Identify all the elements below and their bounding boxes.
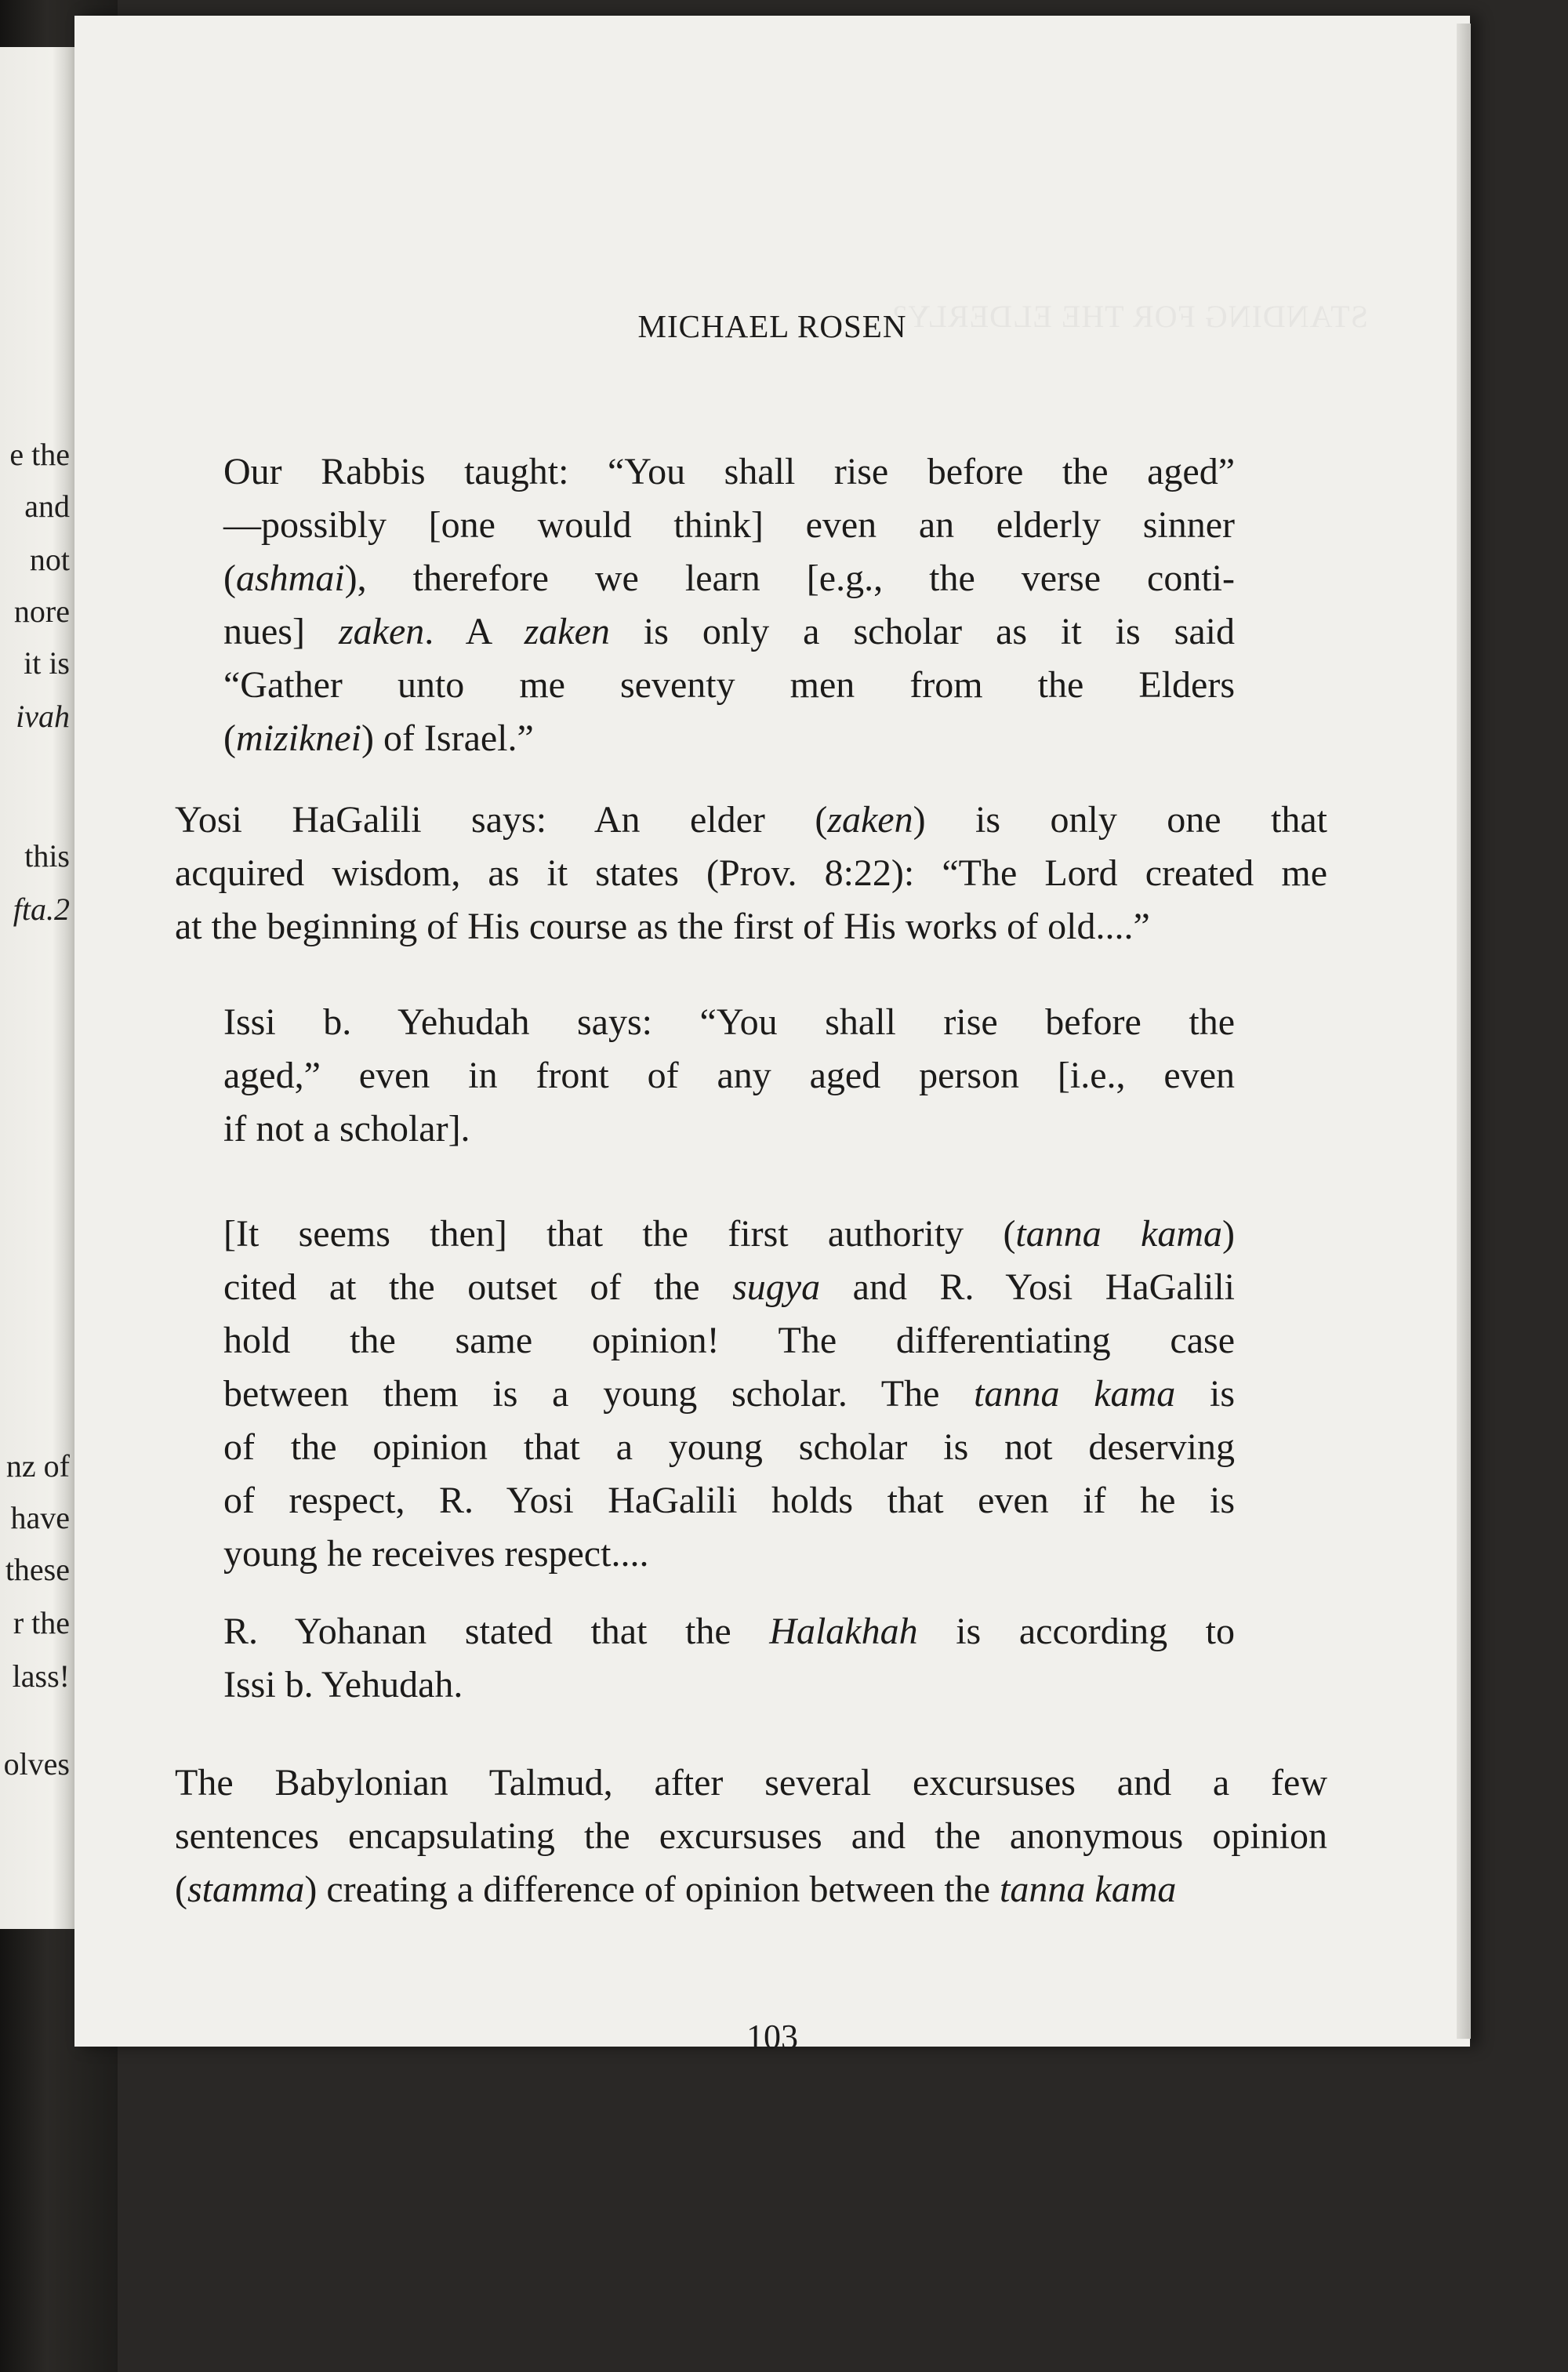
text-line: —possibly [one would think] even an elderly sinner (223, 504, 1235, 546)
running-header: MICHAEL ROSEN (637, 308, 907, 344)
paragraph (223, 1605, 1235, 1712)
text-line: The Babylonian Talmud, after several excursuses and a few (175, 1762, 1327, 1804)
paragraph (175, 1756, 1327, 1916)
paragraph (223, 1208, 1235, 1581)
text-line: Yosi HaGalili says: An elder (zaken) is only one that (175, 799, 1327, 841)
text-line: aged,” even in front of any aged person [i.e., even (223, 1055, 1235, 1096)
text-line: Issi b. Yehudah says: “You shall rise before the (223, 1001, 1235, 1043)
text-line: “Gather unto me seventy men from the Elders (223, 664, 1235, 706)
left-page-fragment: have (10, 1500, 70, 1535)
paragraph (175, 794, 1327, 954)
text-line: of respect, R. Yosi HaGalili holds that even if he is (223, 1480, 1235, 1521)
text-line: sentences encapsulating the excursuses and the anonymous opinion (175, 1815, 1327, 1857)
left-page-fragment: and (24, 489, 70, 524)
left-page-fragment: r the (13, 1605, 70, 1640)
text-line: (miziknei) of Israel.” (223, 717, 534, 759)
text-line: between them is a young scholar. The tanna kama is (223, 1373, 1235, 1415)
left-page-margin (0, 47, 74, 1929)
text-line: of the opinion that a young scholar is not deserving (223, 1426, 1235, 1468)
left-page-fragment: ivah (16, 699, 70, 734)
page-number: 103 (746, 2018, 798, 2056)
left-page-fragment: nz of (5, 1448, 70, 1484)
left-page-fragment: it is (24, 645, 70, 681)
text-line: if not a scholar]. (223, 1108, 470, 1150)
left-page-fragment: fta.2 (13, 892, 70, 927)
left-page-fragment: not (29, 542, 70, 577)
text-line: hold the same opinion! The differentiating case (223, 1320, 1235, 1361)
left-page-fragment: these (5, 1552, 70, 1587)
text-line: R. Yohanan stated that the Halakhah is according to (223, 1611, 1235, 1652)
text-line: nues] zaken. A zaken is only a scholar as it is said (223, 611, 1236, 652)
left-page-fragment: this (24, 838, 70, 874)
page-edge (1457, 24, 1471, 2039)
text-line: (stamma) creating a difference of opinion between the tanna kama (175, 1869, 1177, 1910)
paragraph (223, 445, 1235, 765)
show-through-text: STANDING FOR THE ELDERLY? (891, 299, 1368, 334)
paragraph (223, 996, 1235, 1156)
right-page (74, 16, 1470, 2056)
text-line: Issi b. Yehudah. (223, 1664, 463, 1705)
text-line: [It seems then] that the first authority (tanna kama) (223, 1213, 1235, 1255)
text-line: acquired wisdom, as it states (Prov. 8:22): “The Lord created me (175, 852, 1327, 894)
text-line: cited at the outset of the sugya and R. Yosi HaGalili (223, 1266, 1235, 1308)
left-page-fragment: lass! (12, 1658, 70, 1694)
text-line: young he receives respect.... (223, 1533, 649, 1575)
left-page-fragment: nore (13, 594, 70, 629)
text-line: Our Rabbis taught: “You shall rise before the aged” (223, 451, 1235, 492)
text-line: (ashmai), therefore we learn [e.g., the verse conti- (223, 558, 1235, 599)
left-page-fragment: olves (3, 1746, 70, 1782)
left-page-fragment: e the (9, 437, 70, 472)
text-line: at the beginning of His course as the first of His works of old....” (175, 906, 1150, 947)
